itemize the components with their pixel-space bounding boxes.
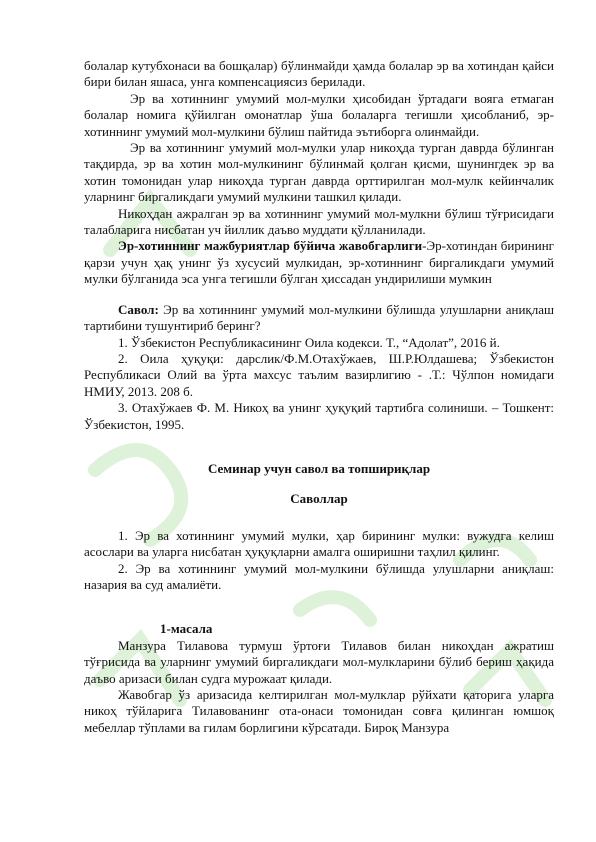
task-title: 1-масала xyxy=(160,621,213,637)
paragraph: Эр ва хотиннинг умумий мол-мулки улар никоҳда турган даврда бўлинган тақдирда, эр ва хотин мол-мулкининг бўлинмай қолган қисми, шунингдек эр ва хотин томонидан улар никоҳда турган даврда орттирилган мол-мулк кейинчалик уларнинг биргаликдаги умумий мулкини ташкил қилади. xyxy=(84,140,554,205)
seminar-title: Семинар учун савол ва топшириқлар xyxy=(207,460,431,476)
seminar-question: 1. Эр ва хотиннинг умумий мулки, ҳар бирининг мулки: вужудга келиш асослари ва уларга нисбатан ҳуқуқларни амалга оширишни таҳлил қилинг. xyxy=(84,527,554,560)
reference-item: 2. Оила ҳуқуқи: дарслик/Ф.М.Отахўжаев, Ш.Р.Юлдашева; Ўзбекистон Республикаси Олий ва ўрта махсус таълим вазирлигию - .Т.: Чўлпон номидаги НМИУ, 2013. 208 б. xyxy=(84,350,554,399)
question-paragraph xyxy=(84,302,554,335)
question-text: Эр ва хотиннинг умумий мол-мулкини бўлишда улушларни аниқлаш тартибини тушунтириб беринг? xyxy=(84,301,554,334)
paragraph-text: -Эр-хотиндан бирининг қарзи учун ҳақ унинг ўз хусусий мулкидан, эр-хотиннинг биргаликдаги умумий мулки бўлганида эса унга тегишли бўлган ҳиссадан ундирилиши мумкин xyxy=(84,238,554,287)
document-body xyxy=(84,58,554,736)
paragraph: Никоҳдан ажралган эр ва хотиннинг умумий мол-мулкни бўлиш тўғрисидаги талабларига нисбатан уч йиллик даъво муддати қўлланилади. xyxy=(84,205,554,238)
seminar-question: 2. Эр ва хотиннинг умумий мол-мулкини бўлишда улушларни аниқлаш: назария ва суд амалиёти. xyxy=(84,560,554,592)
paragraph: Эр ва хотиннинг умумий мол-мулки ҳисобидан ўртадаги вояга етмаган болалар номига қўйилган омонатлар ўша болаларга тегишли ҳисобланиб, эр-хотиннинг умумий мол-мулкини бўлиш пайтида эътиборга олинмайди. xyxy=(84,90,554,139)
questions-title: Саволлар xyxy=(290,491,348,507)
reference-item: 3. Отахўжаев Ф. М. Никоҳ ва унинг ҳуқуқий тартибга солиниши. – Тошкент: Ўзбекистон, 1995. xyxy=(84,400,554,432)
paragraph-bold-lead: Эр-хотиннинг мажбуриятлар бўйича жавобгарлиги xyxy=(118,238,423,254)
task-paragraph: Манзура Тилавова турмуш ўртоғи Тилавов билан никоҳдан ажратиш тўғрисида ва уларнинг умумий биргаликдаги мол-мулкларини бўлиб бериш ҳақида даъво аризаси билан судга мурожаат қилади. xyxy=(84,637,554,686)
paragraph: болалар кутубхонаси ва бошқалар) бўлинмайди ҳамда болалар эр ва хотиндан қайси бири билан яшаса, унга компенсациясиз берилади. xyxy=(84,58,554,90)
task-paragraph: Жавобгар ўз аризасида келтирилган мол-мулклар рўйхати қаторига уларга никоҳ тўйларига Тилавованинг ота-онаси томонидан совға қилинган юмшоқ мебеллар тўплами ва гилам борлигини кўрсатади. Бироқ Манзура xyxy=(84,687,554,735)
reference-item: 1. Ўзбекистон Республикасининг Оила кодекси. Т., “Адолат”, 2016 й. xyxy=(118,334,500,350)
paragraph xyxy=(84,238,554,287)
question-label: Савол: xyxy=(118,301,159,317)
